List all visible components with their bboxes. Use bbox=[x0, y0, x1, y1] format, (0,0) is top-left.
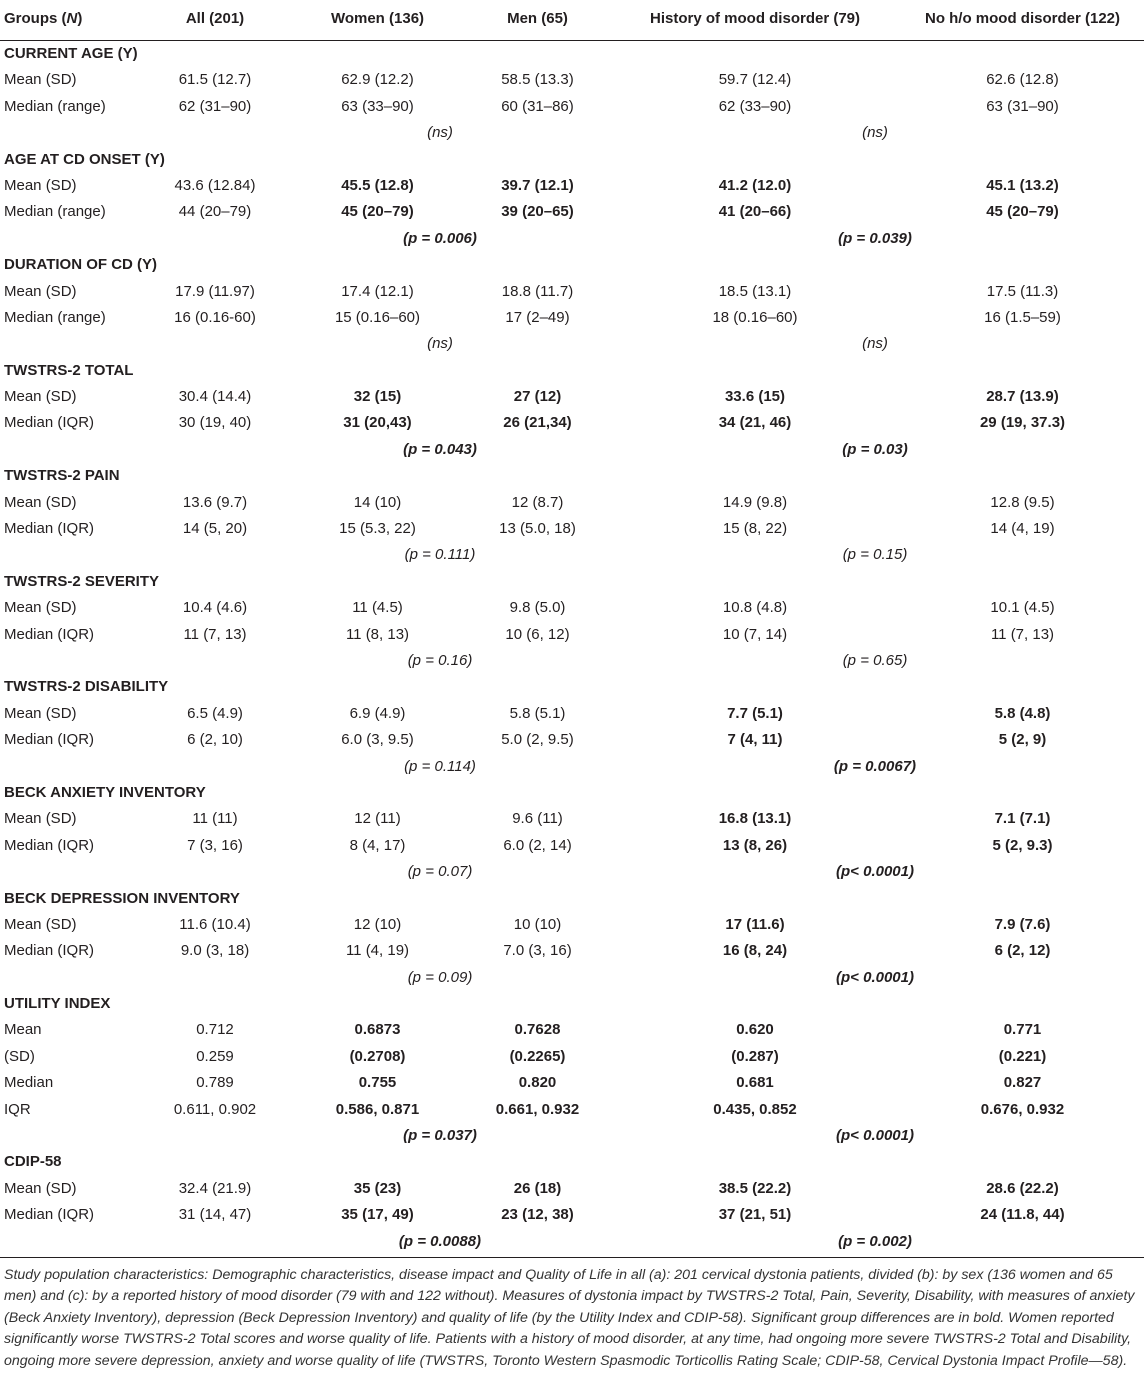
cell-mood-history: 18 (0.16–60) bbox=[712, 308, 798, 326]
cell-women: 62.9 (12.2) bbox=[341, 71, 414, 89]
cell-women: 45 (20–79) bbox=[341, 203, 414, 221]
section-title: CDIP-58 bbox=[4, 1153, 62, 1171]
cell-men: 39.7 (12.1) bbox=[501, 176, 574, 194]
cell-mood-history: 18.5 (13.1) bbox=[718, 282, 792, 300]
cell-women: 35 (23) bbox=[353, 1179, 402, 1197]
cell-no-mood-history: 5 (2, 9.3) bbox=[992, 836, 1053, 854]
table-row bbox=[0, 1044, 1144, 1070]
cell-mood-history: 0.620 bbox=[736, 1021, 774, 1039]
cell-men: 60 (31–86) bbox=[501, 97, 574, 115]
cell-women: 8 (4, 17) bbox=[349, 836, 406, 854]
cell-mood-history: 0.681 bbox=[736, 1074, 774, 1092]
section-header-row bbox=[0, 463, 1144, 489]
table-row bbox=[0, 1176, 1144, 1202]
cell-men: 17 (2–49) bbox=[505, 308, 570, 326]
row-label: Mean (SD) bbox=[4, 810, 77, 828]
cell-no-mood-history: 29 (19, 37.3) bbox=[979, 414, 1066, 432]
cell-all: 61.5 (12.7) bbox=[178, 71, 252, 89]
row-label: Mean (SD) bbox=[4, 282, 77, 300]
table-row bbox=[0, 384, 1144, 410]
p-value-sex: (p = 0.043) bbox=[403, 440, 477, 458]
header-mood-history: History of mood disorder (79) bbox=[649, 10, 861, 27]
cell-men: 26 (18) bbox=[513, 1179, 562, 1197]
p-value-mood: (p< 0.0001) bbox=[836, 968, 914, 986]
table-row bbox=[0, 1097, 1144, 1123]
table-row bbox=[0, 516, 1144, 542]
cell-men: 39 (20–65) bbox=[501, 203, 574, 221]
cell-women: 0.6873 bbox=[354, 1021, 401, 1039]
cell-all: 0.789 bbox=[196, 1074, 234, 1092]
cell-men: 0.820 bbox=[518, 1074, 557, 1092]
cell-all: 17.9 (11.97) bbox=[175, 282, 255, 300]
cell-mood-history: 33.6 (15) bbox=[724, 388, 786, 406]
section-title: TWSTRS-2 DISABILITY bbox=[4, 678, 169, 696]
table-row bbox=[0, 305, 1144, 331]
p-value-sex: (p = 0.09) bbox=[407, 968, 473, 986]
cell-all: 6.5 (4.9) bbox=[187, 704, 243, 722]
table-header bbox=[0, 0, 1144, 41]
cell-no-mood-history: 28.7 (13.9) bbox=[986, 388, 1059, 406]
cell-women: 11 (4.5) bbox=[352, 599, 403, 617]
p-value-mood: (p< 0.0001) bbox=[836, 1127, 914, 1145]
row-label: Mean (SD) bbox=[4, 599, 77, 617]
cell-men: 12 (8.7) bbox=[511, 493, 564, 511]
section-header-row bbox=[0, 41, 1144, 67]
cell-men: 9.6 (11) bbox=[512, 810, 563, 828]
p-value-row bbox=[0, 1229, 1144, 1255]
table-row bbox=[0, 1017, 1144, 1043]
cell-men: 23 (12, 38) bbox=[501, 1206, 574, 1224]
row-label: Median (IQR) bbox=[4, 625, 95, 643]
cell-mood-history: 16 (8, 24) bbox=[722, 942, 788, 960]
header-groups: Groups (N) bbox=[4, 10, 83, 27]
p-value-mood: (p = 0.65) bbox=[842, 651, 908, 669]
cell-all: 32.4 (21.9) bbox=[178, 1179, 252, 1197]
row-label: Mean (SD) bbox=[4, 493, 77, 511]
p-value-sex: (p = 0.111) bbox=[404, 546, 476, 564]
table-row bbox=[0, 727, 1144, 753]
cell-women: 0.586, 0.871 bbox=[335, 1100, 420, 1118]
section-title: BECK ANXIETY INVENTORY bbox=[4, 783, 206, 801]
p-value-sex: (p = 0.114) bbox=[404, 757, 476, 775]
table-bottom-rule bbox=[0, 1257, 1144, 1258]
cell-mood-history: 10.8 (4.8) bbox=[722, 599, 788, 617]
cell-no-mood-history: (0.221) bbox=[998, 1047, 1047, 1065]
row-label: Mean (SD) bbox=[4, 915, 77, 933]
row-label: Median (IQR) bbox=[4, 731, 95, 749]
header-women: Women (136) bbox=[330, 10, 425, 27]
cell-all: 0.259 bbox=[196, 1047, 234, 1065]
section-title: TWSTRS-2 PAIN bbox=[4, 467, 120, 485]
row-label: Median (IQR) bbox=[4, 520, 95, 538]
table-row bbox=[0, 806, 1144, 832]
table-row bbox=[0, 67, 1144, 93]
section-title: TWSTRS-2 SEVERITY bbox=[4, 572, 160, 590]
cell-mood-history: 59.7 (12.4) bbox=[718, 71, 792, 89]
cell-men: 5.0 (2, 9.5) bbox=[501, 731, 574, 749]
p-value-row bbox=[0, 859, 1144, 885]
cell-all: 9.0 (3, 18) bbox=[180, 942, 250, 960]
cell-men: 13 (5.0, 18) bbox=[499, 520, 576, 538]
table-body bbox=[0, 41, 1144, 1255]
cell-no-mood-history: 63 (31–90) bbox=[986, 97, 1059, 115]
cell-no-mood-history: 28.6 (22.2) bbox=[986, 1179, 1059, 1197]
cell-women: 35 (17, 49) bbox=[341, 1206, 414, 1224]
cell-no-mood-history: 5 (2, 9) bbox=[998, 731, 1047, 749]
p-value-row bbox=[0, 120, 1144, 146]
p-value-mood: (p = 0.15) bbox=[842, 546, 908, 564]
p-value-row bbox=[0, 1123, 1144, 1149]
row-label: Mean (SD) bbox=[4, 71, 77, 89]
cell-no-mood-history: 45 (20–79) bbox=[986, 203, 1059, 221]
row-label: Median (range) bbox=[4, 97, 106, 115]
cell-men: 9.8 (5.0) bbox=[509, 599, 566, 617]
p-value-mood: (p< 0.0001) bbox=[836, 863, 914, 881]
table-row bbox=[0, 1202, 1144, 1228]
cell-all: 0.712 bbox=[196, 1021, 234, 1039]
cell-all: 11.6 (10.4) bbox=[179, 915, 251, 933]
cell-men: (0.2265) bbox=[509, 1047, 566, 1065]
section-header-row bbox=[0, 147, 1144, 173]
cell-all: 44 (20–79) bbox=[178, 203, 252, 221]
cell-all: 0.611, 0.902 bbox=[173, 1100, 257, 1118]
p-value-row bbox=[0, 437, 1144, 463]
row-label: Mean (SD) bbox=[4, 176, 77, 194]
section-header-row bbox=[0, 991, 1144, 1017]
cell-women: (0.2708) bbox=[349, 1047, 406, 1065]
section-title: DURATION OF CD (Y) bbox=[4, 256, 158, 274]
cell-all: 7 (3, 16) bbox=[187, 836, 243, 854]
p-value-sex: (p = 0.0088) bbox=[398, 1232, 482, 1250]
cell-women: 12 (10) bbox=[353, 915, 402, 933]
cell-men: 5.8 (5.1) bbox=[509, 704, 566, 722]
cell-all: 6 (2, 10) bbox=[187, 731, 243, 749]
cell-men: 10 (10) bbox=[513, 915, 562, 933]
p-value-sex: (p = 0.037) bbox=[403, 1127, 477, 1145]
cell-women: 11 (4, 19) bbox=[345, 942, 410, 960]
header-no-mood-history: No h/o mood disorder (122) bbox=[924, 10, 1120, 27]
cell-no-mood-history: 7.9 (7.6) bbox=[994, 915, 1051, 933]
row-label: Mean bbox=[4, 1021, 42, 1039]
cell-women: 17.4 (12.1) bbox=[341, 282, 414, 300]
section-header-row bbox=[0, 358, 1144, 384]
p-value-mood: (ns) bbox=[862, 124, 888, 142]
p-value-mood: (p = 0.002) bbox=[838, 1232, 912, 1250]
table-row bbox=[0, 912, 1144, 938]
section-title: BECK DEPRESSION INVENTORY bbox=[4, 889, 240, 907]
row-label: Mean (SD) bbox=[4, 388, 77, 406]
cell-no-mood-history: 7.1 (7.1) bbox=[994, 810, 1051, 828]
row-label: IQR bbox=[4, 1100, 31, 1118]
table-row bbox=[0, 279, 1144, 305]
cell-all: 43.6 (12.84) bbox=[174, 176, 256, 194]
table-row bbox=[0, 622, 1144, 648]
cell-men: 7.0 (3, 16) bbox=[503, 942, 572, 960]
cell-no-mood-history: 0.676, 0.932 bbox=[980, 1100, 1065, 1118]
cell-women: 12 (11) bbox=[354, 810, 401, 828]
p-value-row bbox=[0, 331, 1144, 357]
cell-no-mood-history: 10.1 (4.5) bbox=[990, 599, 1055, 617]
row-label: Mean (SD) bbox=[4, 704, 77, 722]
table-row bbox=[0, 1070, 1144, 1096]
cell-all: 16 (0.16-60) bbox=[174, 308, 256, 326]
cell-mood-history: 41 (20–66) bbox=[718, 203, 792, 221]
cell-all: 11 (11) bbox=[192, 810, 238, 828]
cell-no-mood-history: 11 (7, 13) bbox=[990, 625, 1055, 643]
cell-women: 63 (33–90) bbox=[341, 97, 414, 115]
cell-all: 14 (5, 20) bbox=[182, 520, 248, 538]
section-title: UTILITY INDEX bbox=[4, 995, 111, 1013]
table-row bbox=[0, 94, 1144, 120]
p-value-row bbox=[0, 542, 1144, 568]
section-header-row bbox=[0, 1149, 1144, 1175]
cell-women: 31 (20,43) bbox=[343, 414, 412, 432]
table-caption: Study population characteristics: Demographic characteristics, disease impact and Quality of Life in all (a): 201 cervical dystonia patients, divided (b): by sex (136 women and 65 men) and (c): by a reported history of mood disorder (79 with and 122 without). Measures of dystonia impact by TWSTRS-2 Total, Pain, Severity, Disability, with measures of anxiety (Beck Anxiety Inventory), depression (Beck Depression Inventory) and quality of life (by the Utility Index and CDIP-58). Significant group differences are in bold. Women reported significantly worse TWSTRS-2 Total scores and worse quality of life. Patients with a history of mood disorder, at any time, had ongoing more severe TWSTRS-2 Total and Disability, ongoing more severe depression, anxiety and worse quality of life (TWSTRS, Toronto Western Spasmodic Torticollis Rating Scale; CDIP-58, Cervical Dystonia Impact Profile—58). bbox=[4, 1267, 1135, 1369]
cell-no-mood-history: 16 (1.5–59) bbox=[984, 308, 1061, 326]
cell-all: 10.4 (4.6) bbox=[182, 599, 248, 617]
table-row bbox=[0, 173, 1144, 199]
p-value-sex: (p = 0.07) bbox=[407, 863, 473, 881]
cell-no-mood-history: 17.5 (11.3) bbox=[986, 282, 1059, 300]
cell-women: 0.755 bbox=[358, 1074, 397, 1092]
table-row bbox=[0, 595, 1144, 621]
row-label: Mean (SD) bbox=[4, 1179, 77, 1197]
section-title: CURRENT AGE (Y) bbox=[4, 45, 138, 62]
section-header-row bbox=[0, 569, 1144, 595]
p-value-sex: (p = 0.16) bbox=[407, 651, 473, 669]
cell-mood-history: 14.9 (9.8) bbox=[722, 493, 788, 511]
p-value-sex: (ns) bbox=[427, 124, 453, 142]
section-header-row bbox=[0, 252, 1144, 278]
cell-men: 58.5 (13.3) bbox=[501, 71, 574, 89]
p-value-row bbox=[0, 226, 1144, 252]
cell-mood-history: 7.7 (5.1) bbox=[727, 704, 783, 722]
cell-all: 13.6 (9.7) bbox=[182, 493, 248, 511]
cell-all: 31 (14, 47) bbox=[178, 1206, 252, 1224]
cell-mood-history: 37 (21, 51) bbox=[718, 1206, 792, 1224]
cell-women: 45.5 (12.8) bbox=[341, 176, 414, 194]
cell-mood-history: 34 (21, 46) bbox=[718, 414, 792, 432]
table-row bbox=[0, 490, 1144, 516]
cell-mood-history: 17 (11.6) bbox=[725, 915, 785, 933]
cell-no-mood-history: 14 (4, 19) bbox=[990, 520, 1055, 538]
cell-mood-history: 15 (8, 22) bbox=[722, 520, 788, 538]
table-row bbox=[0, 701, 1144, 727]
cell-mood-history: 0.435, 0.852 bbox=[713, 1100, 797, 1118]
cell-men: 0.661, 0.932 bbox=[495, 1100, 580, 1118]
cell-all: 30.4 (14.4) bbox=[178, 388, 252, 406]
cell-men: 26 (21,34) bbox=[503, 414, 572, 432]
cell-mood-history: 10 (7, 14) bbox=[722, 625, 788, 643]
cell-women: 32 (15) bbox=[353, 388, 402, 406]
cell-men: 0.7628 bbox=[514, 1021, 561, 1039]
p-value-sex: (ns) bbox=[427, 335, 453, 353]
cell-women: 15 (5.3, 22) bbox=[339, 520, 416, 538]
section-header-row bbox=[0, 780, 1144, 806]
row-label: Median (range) bbox=[4, 308, 106, 326]
p-value-sex: (p = 0.006) bbox=[403, 229, 477, 247]
row-label: Median bbox=[4, 1074, 54, 1092]
cell-men: 27 (12) bbox=[513, 388, 562, 406]
row-label: Median (range) bbox=[4, 203, 106, 221]
cell-mood-history: 16.8 (13.1) bbox=[718, 810, 792, 828]
section-header-row bbox=[0, 886, 1144, 912]
row-label: Median (IQR) bbox=[4, 836, 95, 854]
cell-no-mood-history: 6 (2, 12) bbox=[994, 942, 1051, 960]
cell-mood-history: 7 (4, 11) bbox=[727, 731, 783, 749]
cell-all: 62 (31–90) bbox=[178, 97, 252, 115]
cell-mood-history: 41.2 (12.0) bbox=[718, 176, 792, 194]
cell-women: 6.9 (4.9) bbox=[349, 704, 406, 722]
cell-mood-history: 62 (33–90) bbox=[718, 97, 792, 115]
p-value-mood: (p = 0.03) bbox=[842, 440, 908, 458]
cell-no-mood-history: 12.8 (9.5) bbox=[990, 493, 1055, 511]
cell-women: 6.0 (3, 9.5) bbox=[341, 731, 414, 749]
p-value-row bbox=[0, 648, 1144, 674]
header-all: All (201) bbox=[185, 10, 245, 27]
cell-no-mood-history: 24 (11.8, 44) bbox=[980, 1206, 1065, 1224]
table-row bbox=[0, 938, 1144, 964]
row-label: Median (IQR) bbox=[4, 942, 95, 960]
p-value-row bbox=[0, 754, 1144, 780]
section-title: TWSTRS-2 TOTAL bbox=[4, 361, 134, 379]
cell-all: 11 (7, 13) bbox=[183, 625, 247, 643]
table-row bbox=[0, 833, 1144, 859]
cell-no-mood-history: 0.771 bbox=[1003, 1021, 1042, 1039]
p-value-row bbox=[0, 965, 1144, 991]
row-label: (SD) bbox=[4, 1047, 35, 1065]
cell-all: 30 (19, 40) bbox=[178, 414, 252, 432]
p-value-mood: (p = 0.039) bbox=[838, 229, 912, 247]
cell-no-mood-history: 62.6 (12.8) bbox=[986, 71, 1059, 89]
cell-women: 14 (10) bbox=[353, 493, 402, 511]
cell-men: 6.0 (2, 14) bbox=[503, 836, 572, 854]
cell-women: 15 (0.16–60) bbox=[334, 308, 421, 326]
cell-women: 11 (8, 13) bbox=[345, 625, 410, 643]
cell-men: 10 (6, 12) bbox=[505, 625, 570, 643]
cell-mood-history: (0.287) bbox=[731, 1047, 779, 1065]
cell-no-mood-history: 5.8 (4.8) bbox=[994, 704, 1051, 722]
cell-mood-history: 38.5 (22.2) bbox=[718, 1179, 792, 1197]
row-label: Median (IQR) bbox=[4, 1206, 95, 1224]
row-label: Median (IQR) bbox=[4, 414, 95, 432]
cell-no-mood-history: 0.827 bbox=[1003, 1074, 1042, 1092]
section-header-row bbox=[0, 674, 1144, 700]
cell-mood-history: 13 (8, 26) bbox=[722, 836, 788, 854]
table-row bbox=[0, 199, 1144, 225]
section-title: AGE AT CD ONSET (Y) bbox=[4, 150, 165, 168]
header-men: Men (65) bbox=[507, 10, 568, 27]
cell-men: 18.8 (11.7) bbox=[501, 282, 574, 300]
p-value-mood: (p = 0.0067) bbox=[833, 757, 917, 775]
cell-no-mood-history: 45.1 (13.2) bbox=[986, 176, 1059, 194]
p-value-mood: (ns) bbox=[862, 335, 888, 353]
table-row bbox=[0, 410, 1144, 436]
